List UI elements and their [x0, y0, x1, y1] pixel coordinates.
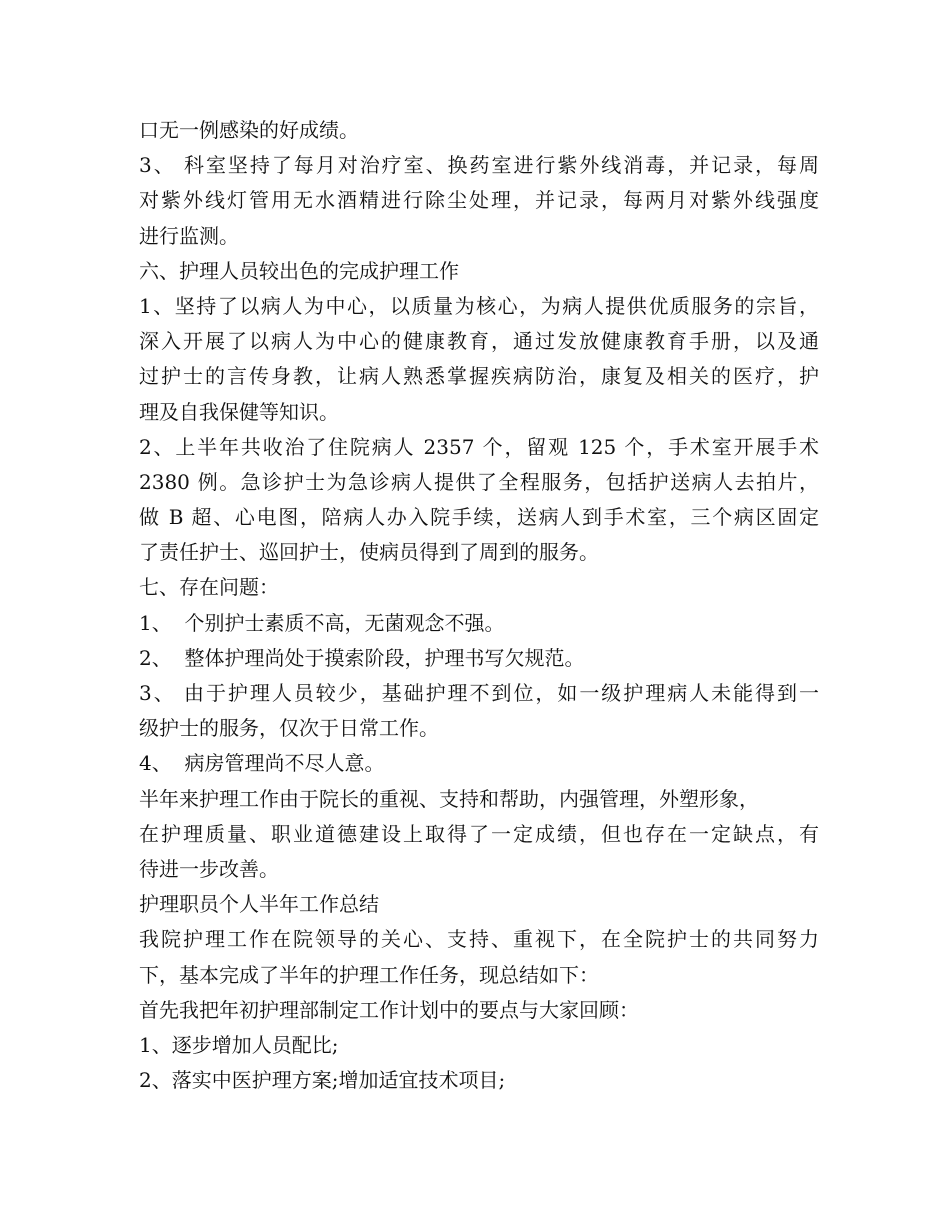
- text-line: 口无一例感染的好成绩。: [139, 118, 359, 142]
- text-line: 深入开展了以病人为中心的健康教育，通过发放健康教育手册，以及通: [139, 329, 819, 354]
- text-line: 做 B 超、心电图，陪病人办入院手续，送病人到手术室，三个病区固定: [139, 505, 819, 530]
- text-line: 1、坚持了以病人为中心，以质量为核心，为病人提供优质服务的宗旨，: [139, 293, 819, 318]
- text-line: 理及自我保健等知识。: [139, 399, 339, 424]
- text-line: 级护士的服务，仅次于日常工作。: [139, 716, 439, 741]
- text-line: 待进一步改善。: [139, 856, 279, 881]
- text-line: 2、上半年共收治了住院病人 2357 个，留观 125 个，手术室开展手术: [139, 434, 819, 459]
- list-item: 1、逐步增加人员配比;: [139, 1032, 339, 1057]
- text-line: 我院护理工作在院领导的关心、支持、重视下，在全院护士的共同努力: [139, 927, 819, 952]
- section-heading: 七、存在问题：: [139, 575, 279, 600]
- text-line: 过护士的言传身教，让病人熟悉掌握疾病防治，康复及相关的医疗，护: [139, 364, 819, 389]
- document-body: [139, 113, 819, 1098]
- list-item: 1、 个别护士素质不高，无菌观念不强。: [139, 610, 505, 635]
- section-heading: 护理职员个人半年工作总结: [139, 892, 379, 917]
- text-line: 在护理质量、职业道德建设上取得了一定成绩，但也存在一定缺点，有: [139, 821, 819, 846]
- text-line: 对紫外线灯管用无水酒精进行除尘处理，并记录，每两月对紫外线强度: [139, 188, 819, 213]
- list-item: 4、 病房管理尚不尽人意。: [139, 751, 385, 776]
- section-heading: 六、护理人员较出色的完成护理工作: [139, 258, 459, 283]
- text-line: 了责任护士、巡回护士，使病员得到了周到的服务。: [139, 540, 599, 565]
- text-line: 下，基本完成了半年的护理工作任务，现总结如下：: [139, 962, 599, 987]
- text-line: 2380 例。急诊护士为急诊病人提供了全程服务，包括护送病人去拍片，: [139, 469, 819, 494]
- text-line: 进行监测。: [139, 223, 239, 248]
- text-line: 半年来护理工作由于院长的重视、支持和帮助，内强管理，外塑形象，: [139, 786, 759, 811]
- list-item: 2、 整体护理尚处于摸索阶段，护理书写欠规范。: [139, 645, 585, 670]
- list-item: 3、 由于护理人员较少，基础护理不到位，如一级护理病人未能得到一: [139, 681, 819, 705]
- list-item: 2、落实中医护理方案;增加适宜技术项目;: [139, 1068, 506, 1093]
- text-line: 首先我把年初护理部制定工作计划中的要点与大家回顾：: [139, 997, 639, 1022]
- text-line: 3、 科室坚持了每月对治疗室、换药室进行紫外线消毒，并记录，每周: [139, 153, 819, 178]
